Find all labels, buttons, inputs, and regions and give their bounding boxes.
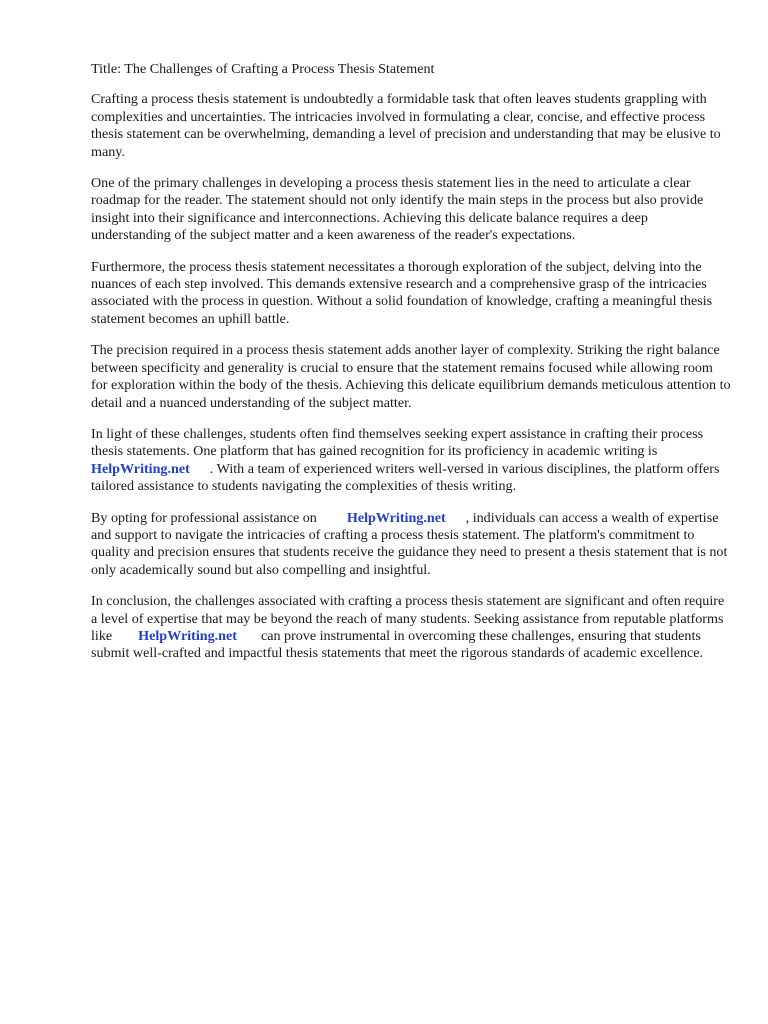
document-body <box>91 61 731 677</box>
paragraph-7-text-after: can prove instrumental in overcoming these challenges, ensuring that students submit well-crafted and impactful thesis statements that meet the rigorous standards of academic excellence. <box>91 627 704 662</box>
paragraph-4: The precision required in a process thesis statement adds another layer of complexity. Striking the right balance between specificity and generality is crucial to ensure that the statement remains focused while allowing room for exploration within the body of the thesis. Achieving this delicate equilibrium demands meticulous attention to detail and a nuanced understanding of the subject matter. <box>91 342 731 411</box>
paragraph-6-text-after: , individuals can access a wealth of expertise and support to navigate the intricacies of crafting a process thesis statement. The platform's commitment to quality and precision ensures that students receive the guidance they need to present a thesis statement that is not only academically sound but also compelling and insightful. <box>91 509 728 578</box>
paragraph-2: One of the primary challenges in developing a process thesis statement lies in the need to articulate a clear roadmap for the reader. The statement should not only identify the main steps in the process but also provide insight into their significance and interconnections. Achieving this delicate balance requires a deep understanding of the subject matter and a keen awareness of the reader's expectations. <box>91 175 704 244</box>
paragraph-5-text-before: In light of these challenges, students often find themselves seeking expert assistance in crafting their process thesis statements. One platform that has gained recognition for its proficiency in academic writing is <box>91 425 704 460</box>
paragraph-5-text-after: . With a team of experienced writers well-versed in various disciplines, the platform offers tailored assistance to students navigating the complexities of thesis writing. <box>91 460 720 495</box>
document-title: Title: The Challenges of Crafting a Process Thesis Statement <box>91 61 435 77</box>
paragraph-1: Crafting a process thesis statement is undoubtedly a formidable task that often leaves students grappling with complexities and uncertainties. The intricacies involved in formulating a clear, concise, and effective process thesis statement can be overwhelming, demanding a level of precision and understanding that may be elusive to many. <box>91 91 721 160</box>
paragraph-5 <box>91 426 731 496</box>
paragraph-6 <box>91 510 731 580</box>
paragraph-6-text-before: By opting for professional assistance on <box>91 509 317 526</box>
helpwriting-link-1[interactable]: HelpWriting.net <box>91 460 190 477</box>
helpwriting-link-2[interactable]: HelpWriting.net <box>346 509 446 526</box>
paragraph-3: Furthermore, the process thesis statement necessitates a thorough exploration of the subject, delving into the nuances of each step involved. This demands extensive research and a comprehensive grasp of the intricacies associated with the process in question. Without a solid foundation of knowledge, crafting a meaningful thesis statement becomes an uphill battle. <box>91 258 713 327</box>
paragraph-7 <box>91 593 731 663</box>
paragraph-7-text-before: In conclusion, the challenges associated with crafting a process thesis statement are significant and often require a level of expertise that may be beyond the reach of many students. Seeking assistance from reputable platforms like <box>91 593 725 644</box>
helpwriting-link-3[interactable]: HelpWriting.net <box>138 627 237 644</box>
